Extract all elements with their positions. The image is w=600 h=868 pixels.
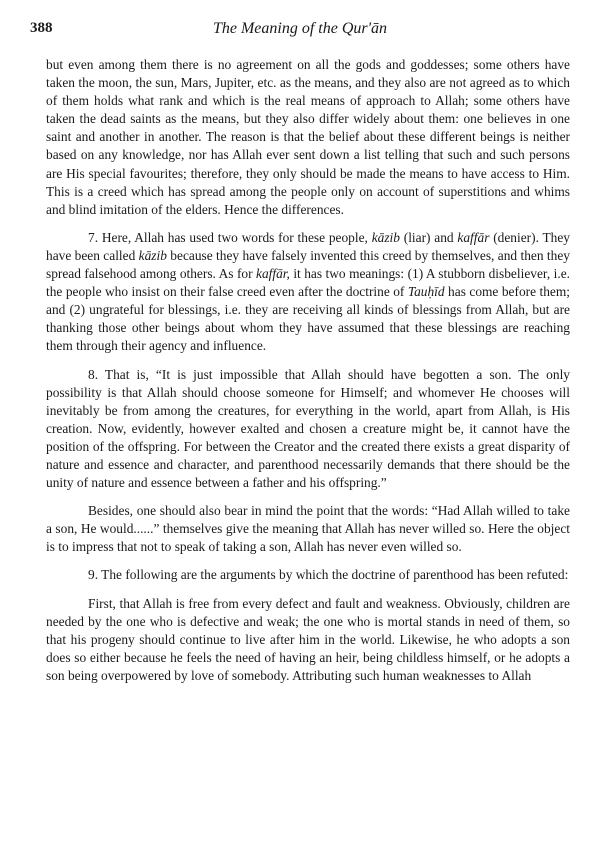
text-run: but even among them there is no agreement on all the gods and goddesses; some others have taken the moon, the sun, Mars, Jupiter, etc. as the means, and they also are not agreed as to which of them holds what rank and which is the real means of approach to Allah; some others have taken the dead saints as the means, but they also differ widely about them: one believes in one saint and another in another. The reason is that the belief about these different beings is neither based on any knowledge, nor has Allah ever sent down a list telling that such and such persons are His special favourites; therefore, they only should be made the means to have access to Him. This is a creed which has spread among the people only on account of superstitions and whims and blind imitation of the elders. Hence the differences.: [46, 57, 570, 217]
italic-term: kāzib: [371, 229, 400, 245]
text-run: it has two meanings: (1) A stubborn disbeliever, i.e. the people who insist on their false creed even after the doctrine of: [46, 266, 570, 300]
page-header: [30, 20, 570, 44]
text-run: because they have falsely invented this creed by themselves, and then they spread falsehood among others. As for: [46, 247, 570, 282]
text-run: (liar) and: [399, 229, 458, 245]
paragraph-continuation: [46, 56, 570, 219]
paragraph-note-8: [46, 366, 570, 493]
italic-term: kāzib: [138, 247, 167, 263]
body-text: [46, 56, 570, 685]
text-run: 7. Here, Allah has used two words for these people,: [88, 229, 372, 245]
italic-term: Tauḥīd: [407, 284, 445, 300]
running-title: The Meaning of the Qur'ān: [212, 20, 388, 37]
paragraph-note-9-first: [46, 595, 570, 685]
paragraph-note-9: [46, 566, 570, 584]
text-run: (denier). They have been called: [46, 229, 570, 263]
text-run: First, that Allah is free from every defect and fault and weakness. Obviously, children are needed by the one who is defective and weak; the one who is mortal stands in need of them, so that his progeny should continue to live after him in the world. Likewise, he who adopts a son does so either because he feels the need of having an heir, being childless himself, or he adopts a son being overpowered by love of somebody. Attributing such human weaknesses to Allah: [46, 595, 570, 683]
text-run: has come before them; and (2) ungrateful for blessings, i.e. they are receiving all kinds of blessings from Allah, but are thanking those other beings about whom they have assumed that these blessings are reaching them through their agency and influence.: [46, 284, 571, 354]
text-run: 8. That is, “It is just impossible that Allah should have begotten a son. The only possibility is that Allah should choose someone for Himself; and whomever He chooses will inevitably be from among the creatures, for everything in the world, apart from Allah, is His creation. Now, evidently, however exalted and chosen a creature might be, it cannot have the position of the offspring. For between the Creator and the created there exists a great disparity of nature and essence and character, and parenthood necessarily demands that there should be the unity of nature and essence between a father and his offspring.”: [46, 366, 570, 491]
page-number: 388: [30, 20, 53, 36]
paragraph-note-8-besides: [46, 502, 570, 556]
italic-term: kaffār,: [256, 266, 290, 282]
paragraph-note-7: [46, 229, 570, 356]
text-run: Besides, one should also bear in mind the point that the words: “Had Allah willed to take a son, He would......” themselves give the meaning that Allah has never willed so. Here the object is to impress that not to speak of taking a son, Allah has never even willed so.: [46, 503, 570, 555]
italic-term: kaffār: [457, 229, 490, 245]
text-run: 9. The following are the arguments by which the doctrine of parenthood has been refuted:: [88, 567, 569, 583]
